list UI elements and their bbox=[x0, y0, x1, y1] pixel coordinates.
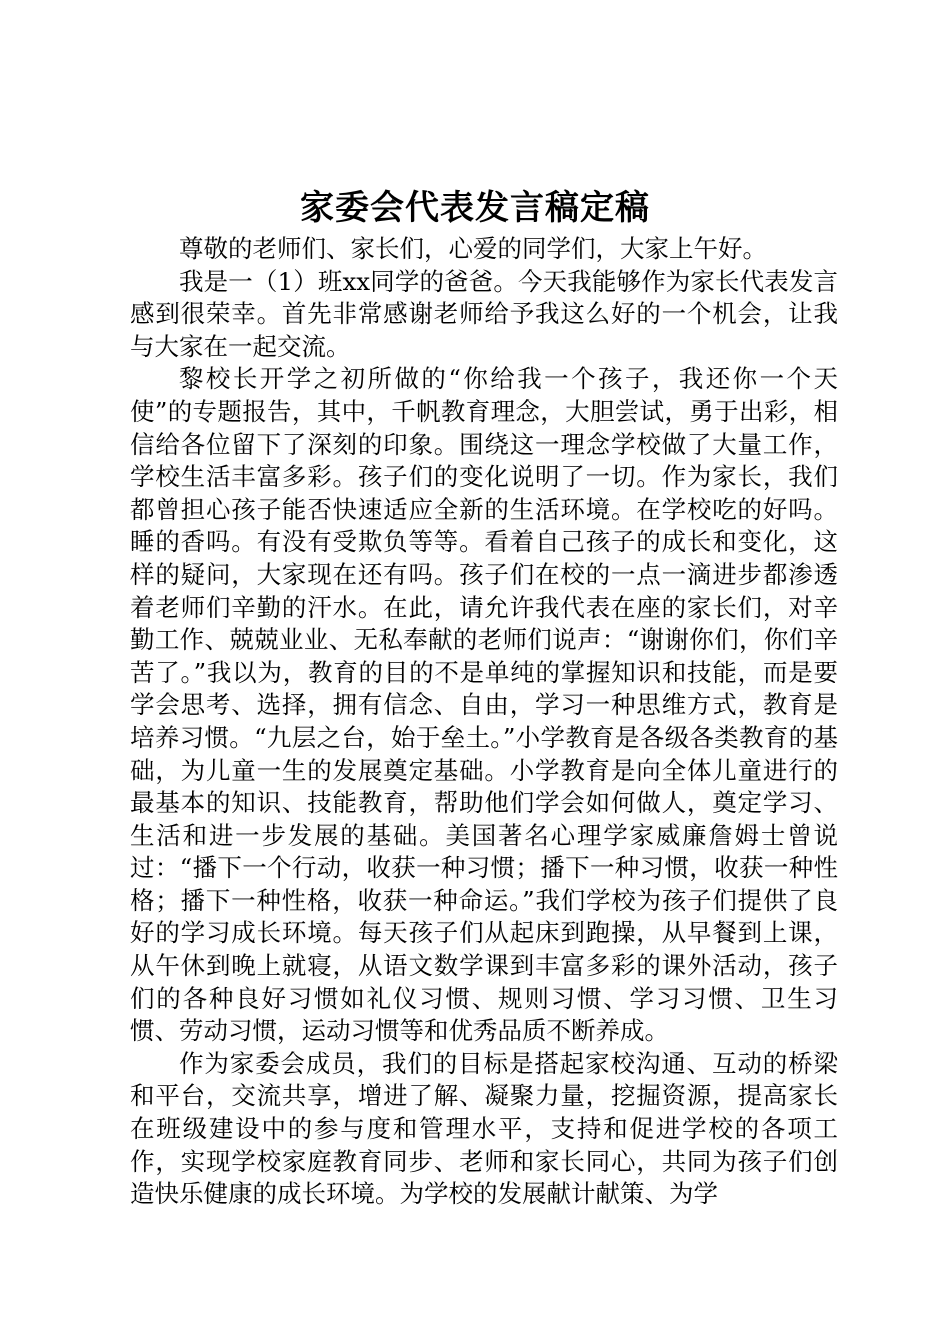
document-body bbox=[130, 233, 838, 1211]
paragraph-committee-goals: 作为家委会成员，我们的目标是搭起家校沟通、互动的桥梁和平台，交流共享，增进了解、凝聚力量，挖掘资源，提高家长在班级建设中的参与度和管理水平，支持和促进学校的各项工作，实现学校家庭教育同步、老师和家长同心，共同为孩子们创造快乐健康的成长环境。为学校的发展献计献策、为学 bbox=[130, 1048, 838, 1209]
document-title: 家委会代表发言稿定稿 bbox=[300, 188, 650, 228]
paragraph-introduction: 我是一（1）班xx同学的爸爸。今天我能够作为家长代表发言感到很荣幸。首先非常感谢老师给予我这么好的一个机会，让我与大家在一起交流。 bbox=[130, 266, 838, 361]
paragraph-greeting: 尊敬的老师们、家长们，心爱的同学们，大家上午好。 bbox=[179, 234, 767, 263]
paragraph-main-body: 黎校长开学之初所做的“你给我一个孩子，我还你一个天使”的专题报告，其中，千帆教育理念，大胆尝试，勇于出彩，相信给各位留下了深刻的印象。围绕这一理念学校做了大量工作，学校生活丰富多彩。孩子们的变化说明了一切。作为家长，我们都曾担心孩子能否快速适应全新的生活环境。在学校吃的好吗。睡的香吗。有没有受欺负等等。看着自己孩子的成长和变化，这样的疑问，大家现在还有吗。孩子们在校的一点一滴进步都渗透着老师们辛勤的汗水。在此，请允许我代表在座的家长们，对辛勤工作、兢兢业业、无私奉献的老师们说声：“谢谢你们，你们辛苦了。”我以为，教育的目的不是单纯的掌握知识和技能，而是要学会思考、选择，拥有信念、自由，学习一种思维方式，教育是培养习惯。“九层之台，始于垒土。”小学教育是各级各类教育的基础，为儿童一生的发展奠定基础。小学教育是向全体儿童进行的最基本的知识、技能教育，帮助他们学会如何做人，奠定学习、生活和进一步发展的基础。美国著名心理学家威廉詹姆士曾说过：“播下一个行动，收获一种习惯；播下一种习惯，收获一种性格；播下一种性格，收获一种命运。”我们学校为孩子们提供了良好的学习成长环境。每天孩子们从起床到跑操，从早餐到上课，从午休到晚上就寝，从语文数学课到丰富多彩的课外活动，孩子们的各种良好习惯如礼仪习惯、规则习惯、学习习惯、卫生习惯、劳动习惯，运动习惯等和优秀品质不断养成。 bbox=[130, 364, 838, 1046]
